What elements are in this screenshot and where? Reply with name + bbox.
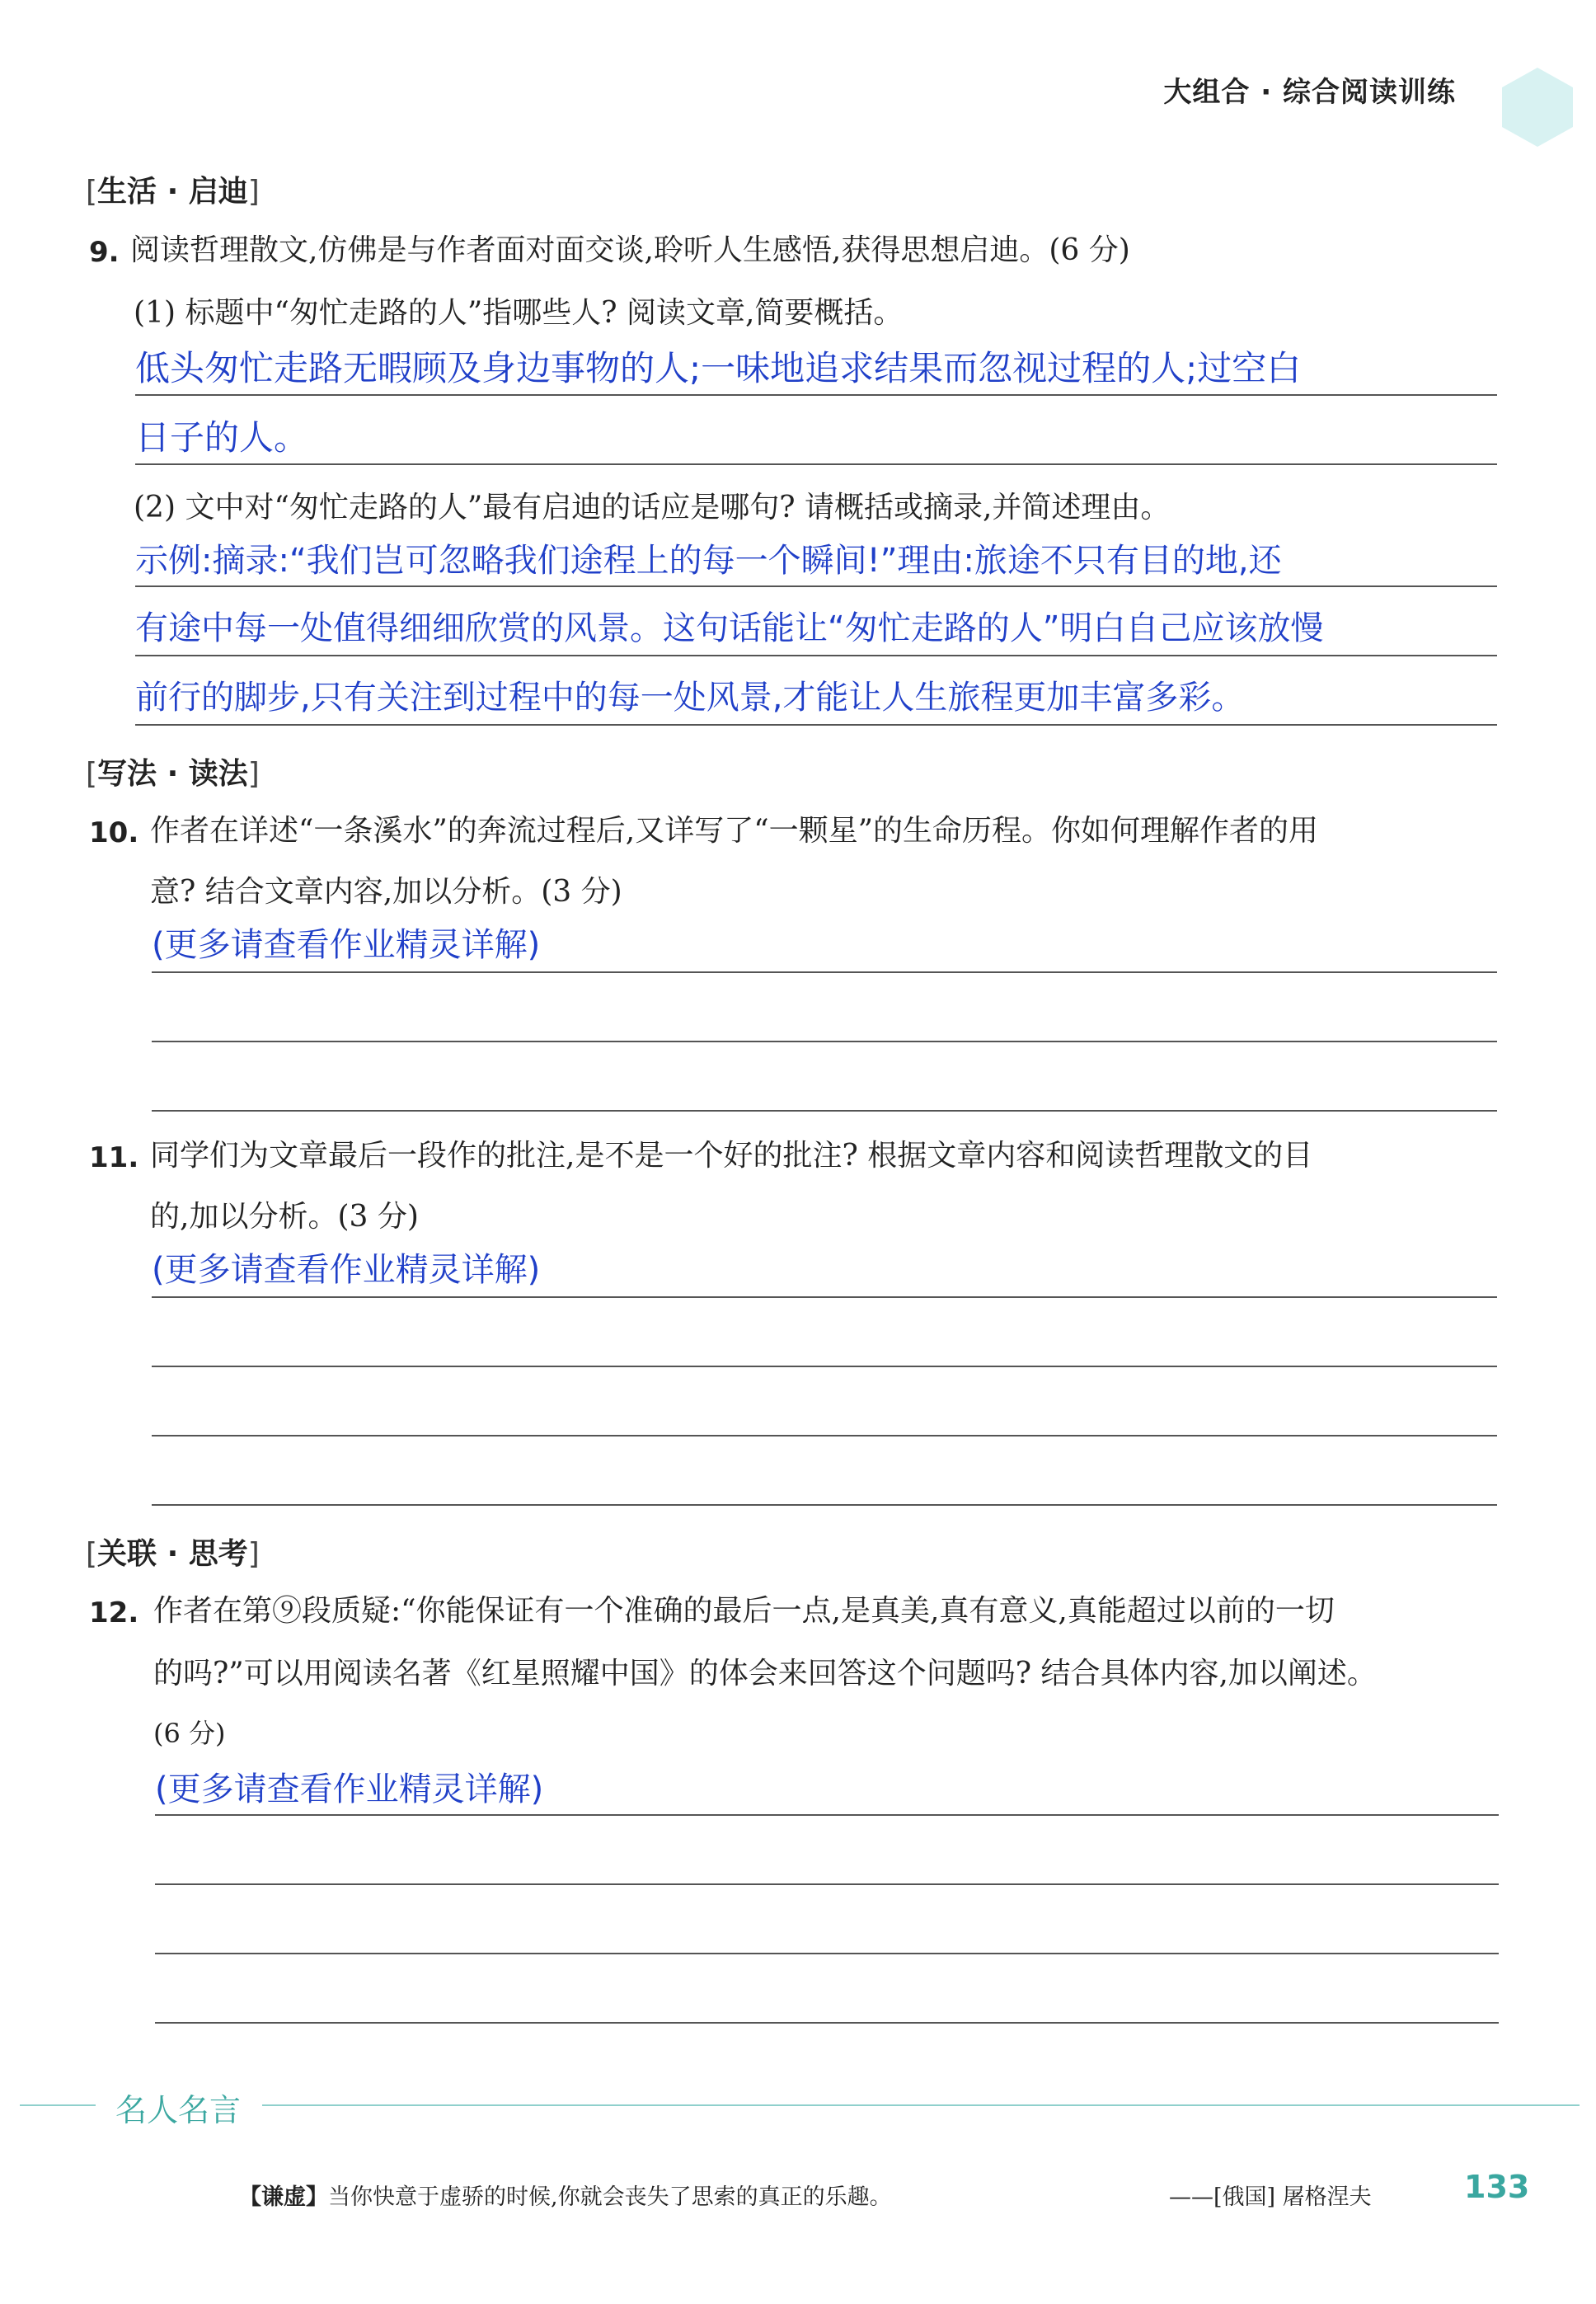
answer-line [135,463,1497,465]
section-tag-connect: [关联 · 思考] [86,1537,260,1571]
section-tag-label: 关联 · 思考 [97,1537,248,1571]
quote-text: 当你快意于虚骄的时候,你就会丧失了思索的真正的乐趣。 [328,2184,892,2210]
section-tag-label: 生活 · 启迪 [97,175,248,209]
question-9-number: 9. [89,236,120,269]
question-10-number: 10. [89,816,139,849]
answer-line [135,655,1497,656]
question-9-answer2-line2: 有途中每一处值得细细欣赏的风景。这句话能让“匆忙走路的人”明白自己应该放慢 [135,609,1324,647]
quote-author: ——[俄国] 屠格涅夫 [1169,2184,1372,2210]
question-9-answer2-line1: 示例:摘录:“我们岂可忽略我们途程上的每一个瞬间!”理由:旅途不只有目的地,还 [135,542,1282,580]
answer-line [152,1296,1497,1298]
answer-line [152,1041,1497,1042]
question-12-number: 12. [89,1596,139,1629]
answer-line [155,1814,1499,1816]
question-12-line1: 作者在第⑨段质疑:“你能保证有一个准确的最后一点,是真美,真有意义,真能超过以前的一切 [153,1594,1335,1628]
answer-line [152,1435,1497,1436]
famous-quote [239,2179,892,2211]
question-9-answer1-line2: 日子的人。 [135,417,309,458]
hexagon-decoration-icon [1502,68,1573,147]
answer-line [155,1953,1499,1954]
answer-line [152,1504,1497,1506]
footer-divider-right [262,2104,1580,2106]
question-12-answer: (更多请查看作业精灵详解) [155,1770,544,1808]
question-11-line2: 的,加以分析。(3 分) [150,1200,419,1234]
question-11-line1: 同学们为文章最后一段作的批注,是不是一个好的批注? 根据文章内容和阅读哲理散文的目 [150,1139,1313,1173]
question-10-answer: (更多请查看作业精灵详解) [152,926,541,964]
question-10-line1: 作者在详述“一条溪水”的奔流过程后,又详写了“一颗星”的生命历程。你如何理解作者的用 [150,814,1319,848]
page-header-title: 大组合 · 综合阅读训练 [1163,76,1456,109]
answer-line [152,1110,1497,1112]
question-11-answer: (更多请查看作业精灵详解) [152,1251,541,1289]
question-12-line3: (6 分) [153,1718,226,1749]
answer-line [152,1366,1497,1367]
answer-line [155,2022,1499,2024]
answer-line [135,394,1497,396]
question-11-number: 11. [89,1141,139,1174]
section-tag-label: 写法 · 读法 [97,757,248,791]
question-9-answer2-line3: 前行的脚步,只有关注到过程中的每一处风景,才能让人生旅程更加丰富多彩。 [135,679,1245,717]
footer-divider-left [20,2104,96,2106]
answer-line [152,971,1497,973]
answer-line [135,724,1497,726]
quote-tag: 【谦虚】 [239,2184,328,2210]
question-12-line2: 的吗?”可以用阅读名著《红星照耀中国》的体会来回答这个问题吗? 结合具体内容,加以阐述。 [153,1657,1377,1690]
section-tag-life: [生活 · 启迪] [86,175,260,209]
section-tag-writing: [写法 · 读法] [86,757,260,791]
question-9-sub1: (1) 标题中“匆忙走路的人”指哪些人? 阅读文章,简要概括。 [134,296,904,330]
answer-line [155,1883,1499,1885]
page-number: 133 [1464,2169,1530,2205]
question-9-sub2: (2) 文中对“匆忙走路的人”最有启迪的话应是哪句? 请概括或摘录,并简述理由。 [134,491,1171,524]
question-10-line2: 意? 结合文章内容,加以分析。(3 分) [150,875,622,909]
answer-line [135,585,1497,587]
question-9-text: 阅读哲理散文,仿佛是与作者面对面交谈,聆听人生感悟,获得思想启迪。(6 分) [130,233,1130,267]
question-9-answer1-line1: 低头匆忙走路无暇顾及身边事物的人;一味地追求结果而忽视过程的人;过空白 [135,348,1302,388]
footer-section-label: 名人名言 [115,2092,242,2128]
